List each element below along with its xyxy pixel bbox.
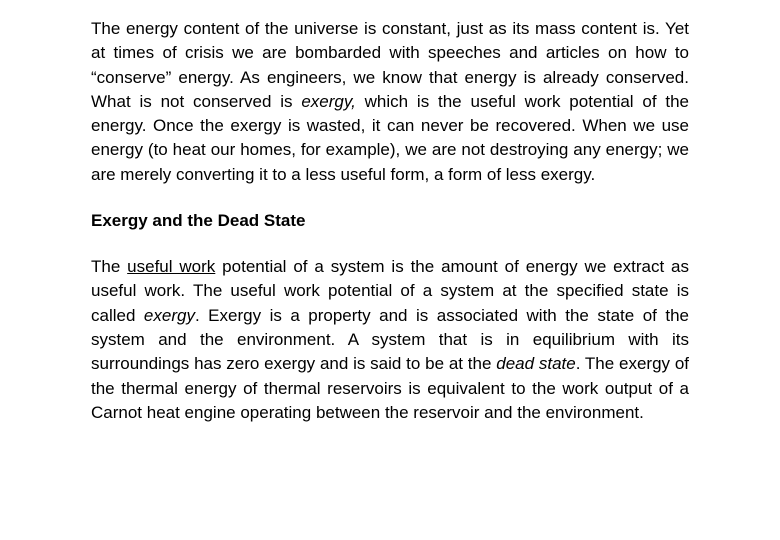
intro-text-start: The energy content of the universe is constant, just as its mass content is. Yet at times of crisis we are bombarded with speeches and articles on how to “conserve” energy. As engineers, we know that energy is already conserved. What is not conserved is <box>91 19 689 111</box>
dead-state-term: dead state <box>496 354 576 374</box>
section-heading: Exergy and the Dead State <box>91 211 306 231</box>
definition-text-start: The <box>91 257 128 277</box>
definition-text-end: . The exergy of the thermal energy of thermal reservoirs is equivalent to the work output of a Carnot heat engine operating between the reservoir and the environment. <box>91 354 689 422</box>
document-page <box>91 17 689 425</box>
definition-text-mid1: potential of a system is the amount of energy we extract as useful work. The useful work potential of a system at the specified state is called <box>91 257 689 325</box>
exergy-emphasis: exergy, <box>301 91 356 111</box>
intro-paragraph <box>91 17 689 187</box>
intro-text-end: which is the useful work potential of the energy. Once the exergy is wasted, it can never be recovered. When we use energy (to heat our homes, for example), we are not destroying any energy; we are merely converting it to a less useful form, a form of less exergy. <box>91 91 690 184</box>
exergy-term: exergy <box>143 305 195 325</box>
useful-work-term: useful work <box>127 257 216 277</box>
definition-paragraph <box>91 255 689 425</box>
definition-text-mid2: . Exergy is a property and is associated with the state of the system and the environment. A system that is in equilibrium with its surroundings has zero exergy and is said to be at the <box>91 305 690 374</box>
